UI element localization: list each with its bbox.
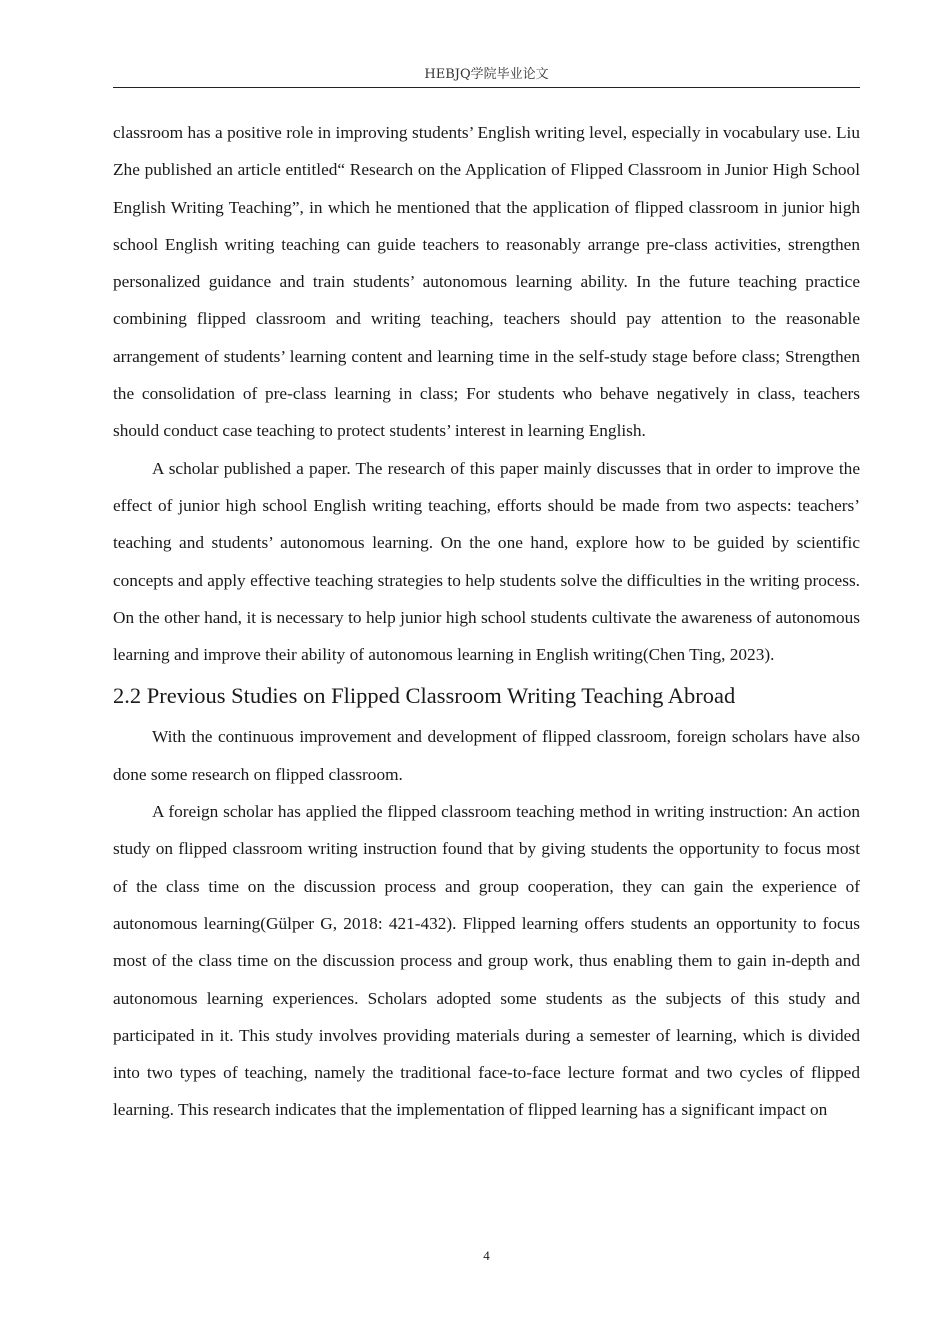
page-body <box>113 114 860 1129</box>
body-paragraph-2: A scholar published a paper. The research of this paper mainly discusses that in order to improve the effect of junior high school English writing teaching, efforts should be made from two aspects: teachers’ teaching and students’ autonomous learning. On the one hand, explore how to be guided by scientific concepts and apply effective teaching strategies to help students solve the difficulties in the writing process. On the other hand, it is necessary to help junior high school students cultivate the awareness of autonomous learning and improve their ability of autonomous learning in English writing(Chen Ting, 2023). <box>113 458 860 665</box>
page-number: 4 <box>483 1248 490 1263</box>
section-heading: 2.2 Previous Studies on Flipped Classroom Writing Teaching Abroad <box>113 683 736 709</box>
running-header: HEBJQ学院毕业论文 <box>424 67 549 82</box>
header-rule <box>113 87 860 88</box>
body-paragraph-1: classroom has a positive role in improving students’ English writing level, especially in vocabulary use. Liu Zhe published an article entitled“ Research on the Application of Flipped Classroom in Junior High School English Writing Teaching”, in which he mentioned that the application of flipped classroom in junior high school English writing teaching can guide teachers to reasonably arrange pre-class activities, strengthen personalized guidance and train students’ autonomous learning ability. In the future teaching practice combining flipped classroom and writing teaching, teachers should pay attention to the reasonable arrangement of students’ learning content and learning time in the self-study stage before class; Strengthen the consolidation of pre-class learning in class; For students who behave negatively in class, teachers should conduct case teaching to protect students’ interest in learning English. <box>113 123 860 441</box>
body-paragraph-3: With the continuous improvement and development of flipped classroom, foreign scholars have also done some research on flipped classroom. <box>113 727 860 784</box>
body-paragraph-4: A foreign scholar has applied the flipped classroom teaching method in writing instruction: An action study on flipped classroom writing instruction found that by giving students the opportunity to focus most of the class time on the discussion process and group cooperation, they can gain the experience of autonomous learning(Gülper G, 2018: 421-432). Flipped learning offers students an opportunity to focus most of the class time on the discussion process and group work, thus enabling them to gain in-depth and autonomous learning experiences. Scholars adopted some students as the subjects of this study and participated in it. This study involves providing materials during a semester of learning, which is divided into two types of teaching, namely the traditional face-to-face lecture format and two cycles of flipped learning. This research indicates that the implementation of flipped learning has a significant impact on <box>113 802 860 1120</box>
